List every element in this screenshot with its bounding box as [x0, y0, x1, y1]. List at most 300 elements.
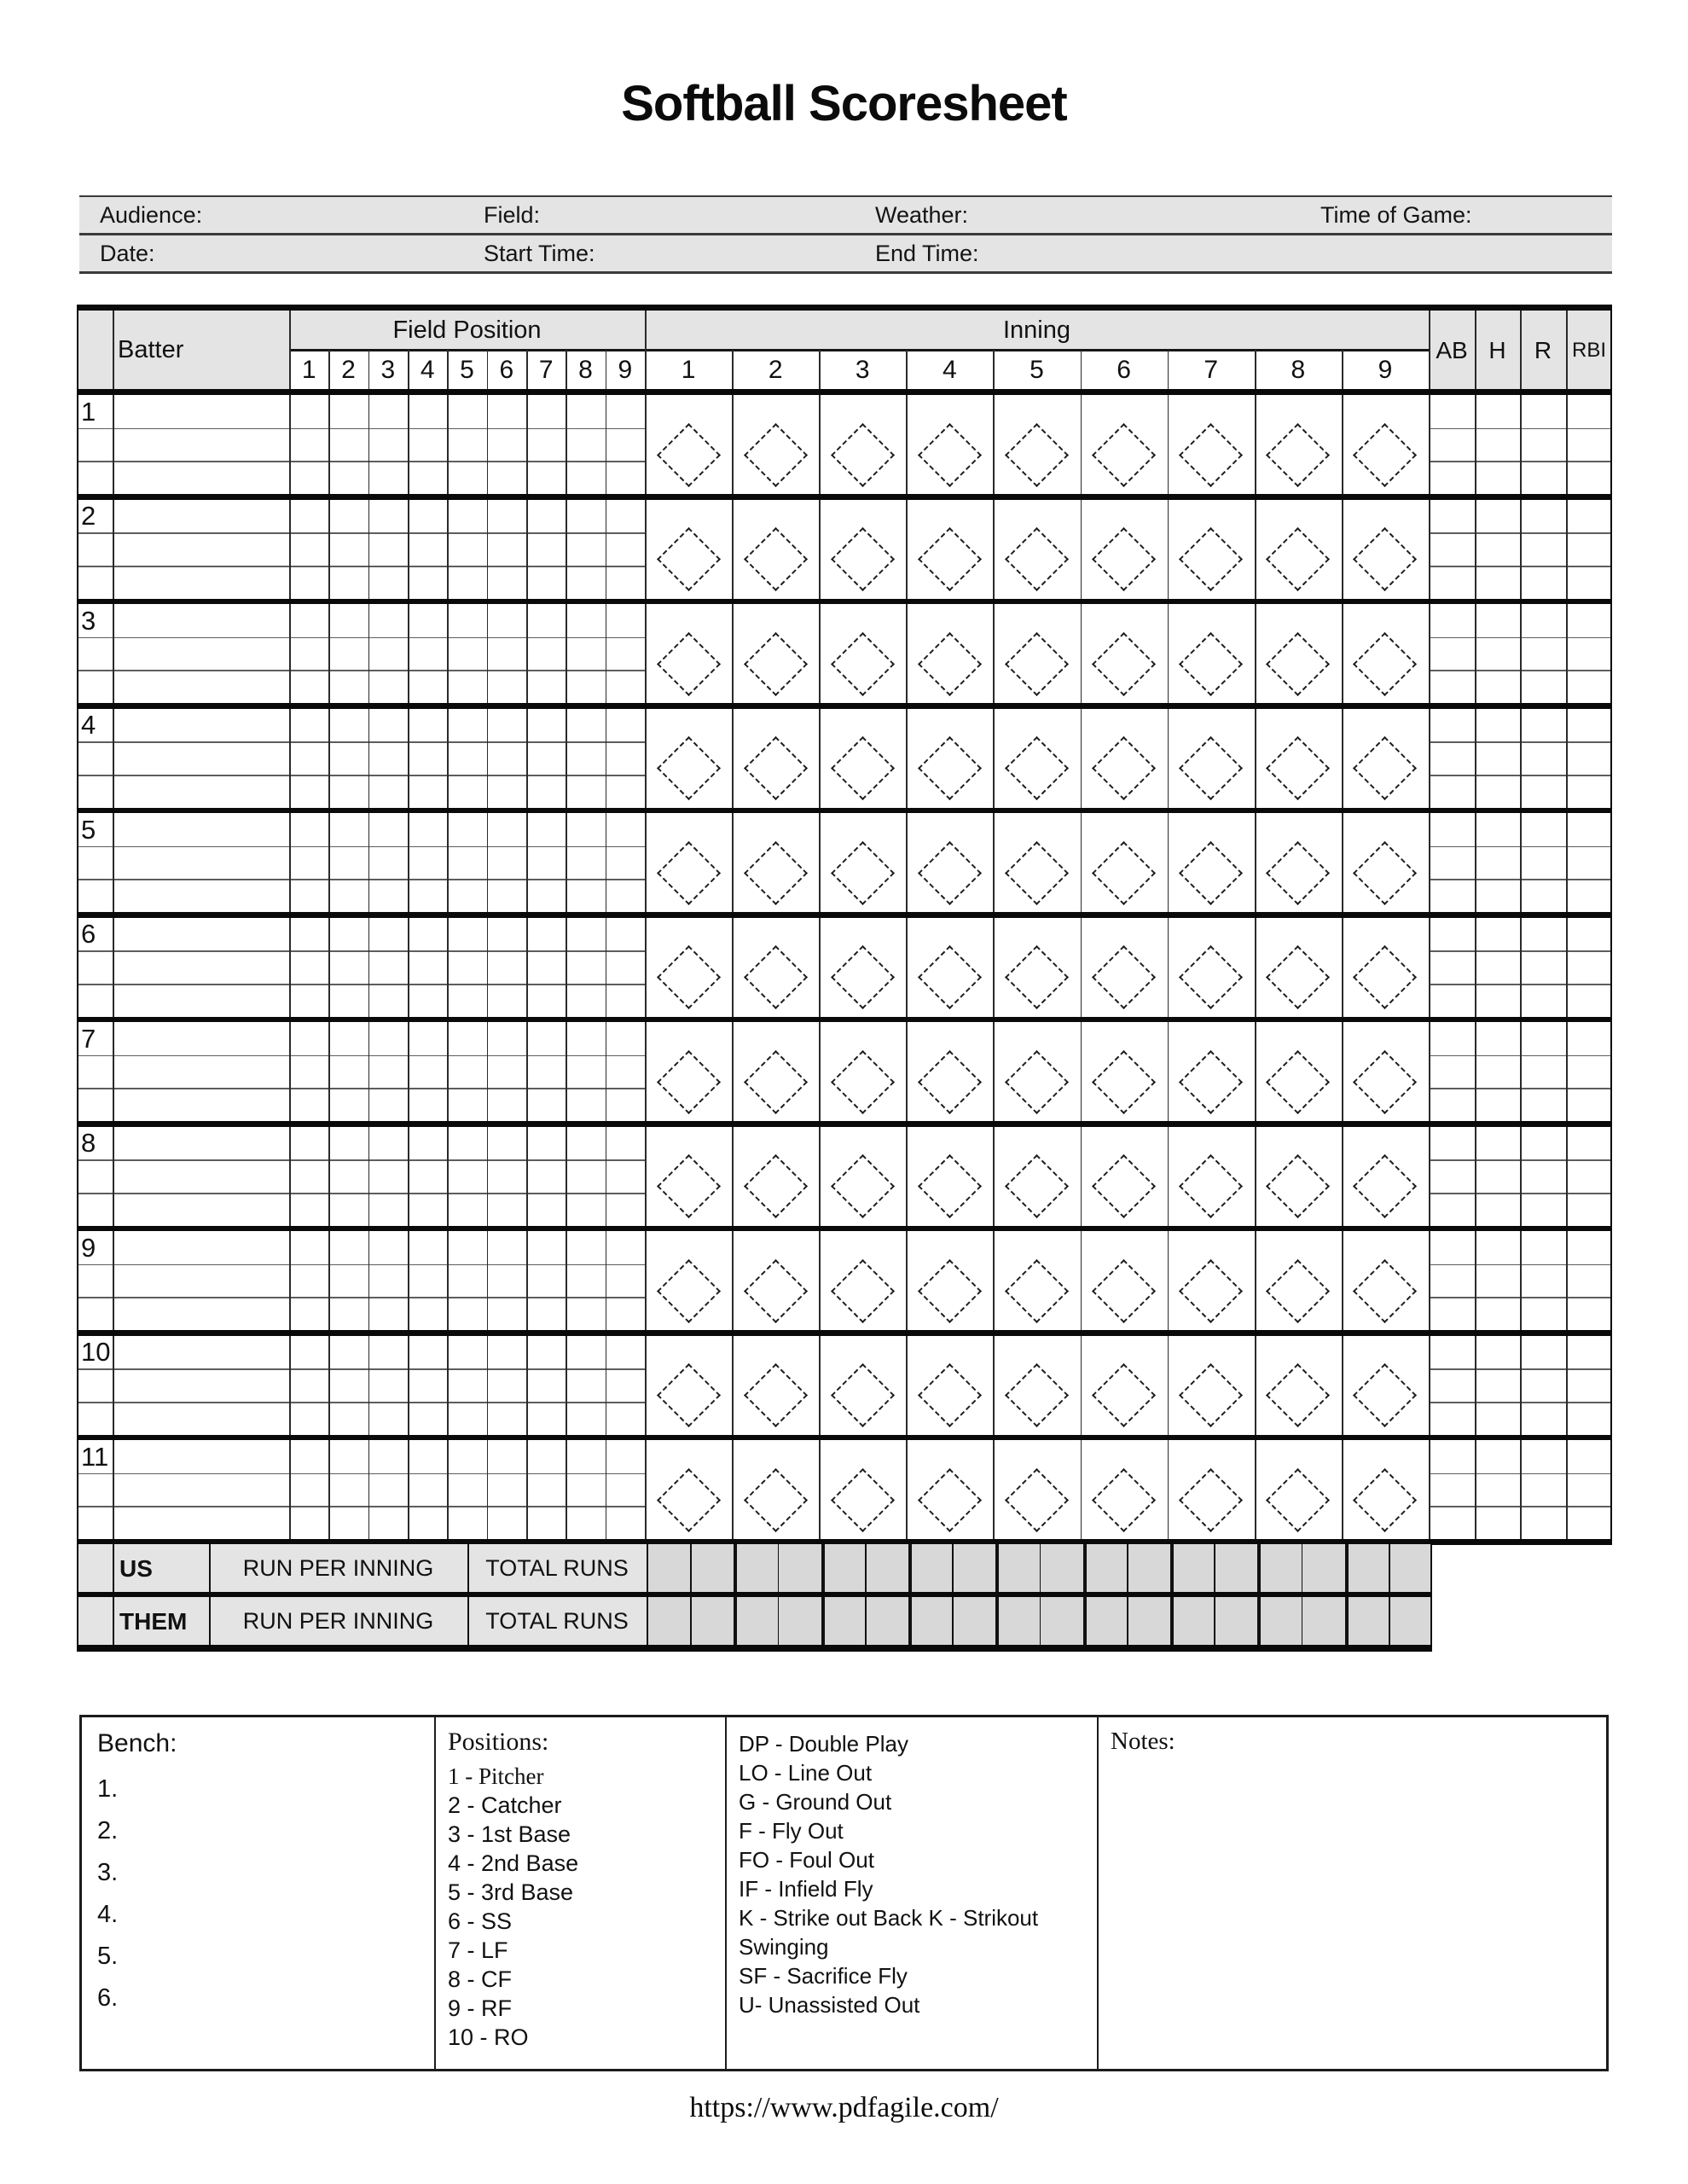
bases-diamond-icon — [1005, 1363, 1069, 1427]
inning-cell[interactable] — [819, 604, 906, 703]
bases-diamond-icon — [1092, 736, 1156, 800]
bases-diamond-icon — [1092, 1363, 1156, 1427]
batter-name-cell[interactable] — [114, 395, 287, 494]
inning-cell[interactable] — [993, 500, 1080, 599]
stat-cell[interactable] — [1567, 1231, 1611, 1330]
inning-cell[interactable] — [732, 395, 819, 494]
batter-name-cell[interactable] — [114, 604, 287, 703]
inning-cell[interactable] — [645, 395, 732, 494]
inning-cell[interactable] — [1168, 604, 1255, 703]
batter-name-cell[interactable] — [114, 1022, 287, 1121]
date-field[interactable] — [100, 235, 484, 271]
bench-item[interactable]: 2. — [97, 1817, 119, 1844]
field-position-cells[interactable] — [290, 500, 644, 599]
inning-cell[interactable] — [1168, 1440, 1255, 1539]
run-per-inning-label: RUN PER INNING — [242, 1607, 434, 1634]
inning-cell[interactable] — [1081, 604, 1168, 703]
bench-item[interactable]: 5. — [97, 1943, 119, 1970]
time-of-game-field[interactable] — [1320, 197, 1610, 233]
bases-diamond-icon — [831, 1050, 895, 1114]
inning-cell[interactable] — [906, 500, 993, 599]
stat-cell[interactable] — [1476, 1336, 1519, 1435]
bases-diamond-icon — [1179, 632, 1243, 696]
inning-cell[interactable] — [906, 813, 993, 912]
notes-column[interactable] — [1097, 1717, 1606, 2069]
inning-cell[interactable] — [732, 1440, 819, 1539]
batter-name-cell[interactable] — [114, 709, 287, 808]
run-cell[interactable] — [1128, 1597, 1169, 1645]
bases-diamond-icon — [831, 841, 895, 905]
inning-cell[interactable] — [819, 395, 906, 494]
run-cell[interactable] — [1347, 1597, 1387, 1645]
inning-cell[interactable] — [819, 1127, 906, 1226]
bench-label: Bench: — [97, 1729, 177, 1757]
position-item: 3 - 1st Base — [448, 1821, 571, 1847]
inning-cell[interactable] — [645, 709, 732, 808]
legend-box — [79, 1715, 1609, 2071]
inning-cell[interactable] — [645, 500, 732, 599]
inning-cell[interactable] — [645, 1336, 732, 1435]
inning-cell[interactable] — [645, 1440, 732, 1539]
stat-cell[interactable] — [1521, 1022, 1565, 1121]
inning-cell[interactable] — [1255, 813, 1342, 912]
run-cell[interactable] — [910, 1597, 950, 1645]
bases-diamond-icon — [1353, 841, 1417, 905]
bases-diamond-icon — [1179, 1363, 1243, 1427]
inning-cell[interactable] — [1168, 500, 1255, 599]
inning-cell[interactable] — [732, 1127, 819, 1226]
position-item: 4 - 2nd Base — [448, 1850, 579, 1876]
inning-cell[interactable] — [1081, 813, 1168, 912]
field-position-cells[interactable] — [290, 918, 644, 1017]
inning-cell[interactable] — [906, 709, 993, 808]
bench-item[interactable]: 3. — [97, 1859, 119, 1886]
stat-cell[interactable] — [1567, 1022, 1611, 1121]
inning-cell[interactable] — [906, 395, 993, 494]
inning-cell[interactable] — [993, 918, 1080, 1017]
batter-name-cell[interactable] — [114, 1336, 287, 1435]
bases-diamond-icon — [1092, 945, 1156, 1009]
bench-item[interactable]: 1. — [97, 1775, 119, 1803]
bases-diamond-icon — [744, 1154, 808, 1218]
batter-name-cell[interactable] — [114, 500, 287, 599]
inning-cell[interactable] — [1255, 1336, 1342, 1435]
run-cell[interactable] — [648, 1544, 688, 1592]
batter-name-cell[interactable] — [114, 918, 287, 1017]
stat-cell[interactable] — [1430, 918, 1474, 1017]
inning-cell[interactable] — [1081, 1127, 1168, 1226]
stat-cell[interactable] — [1567, 918, 1611, 1017]
field-position-cells[interactable] — [290, 1127, 644, 1226]
bases-diamond-icon — [1353, 1363, 1417, 1427]
run-cell[interactable] — [1041, 1597, 1082, 1645]
stat-cell[interactable] — [1521, 500, 1565, 599]
inning-cell[interactable] — [732, 1022, 819, 1121]
inning-cell[interactable] — [906, 1440, 993, 1539]
batter-name-cell[interactable] — [114, 813, 287, 912]
inning-cell[interactable] — [1342, 1440, 1429, 1539]
bases-diamond-icon — [1353, 1468, 1417, 1532]
position-item: 6 - SS — [448, 1908, 513, 1934]
bases-diamond-icon — [1266, 527, 1330, 591]
end-time-field[interactable] — [875, 235, 1610, 271]
footer-url[interactable]: https://www.pdfagile.com/ — [689, 2092, 999, 2123]
inning-cell[interactable] — [993, 1440, 1080, 1539]
stat-cell[interactable] — [1521, 918, 1565, 1017]
inning-cell[interactable] — [993, 1127, 1080, 1226]
inning-cell[interactable] — [1081, 1336, 1168, 1435]
inning-cell[interactable] — [993, 813, 1080, 912]
run-cell[interactable] — [648, 1597, 688, 1645]
run-cell[interactable] — [1303, 1597, 1343, 1645]
bases-diamond-icon — [831, 527, 895, 591]
field-position-cells[interactable] — [290, 1022, 644, 1121]
row-number: 5 — [81, 814, 96, 845]
inning-cell[interactable] — [1255, 1127, 1342, 1226]
inning-cell[interactable] — [819, 1231, 906, 1330]
position-item: 5 - 3rd Base — [448, 1879, 574, 1905]
inning-cell[interactable] — [732, 500, 819, 599]
grid-line — [1430, 1597, 1432, 1645]
bench-item[interactable]: 6. — [97, 1984, 119, 2012]
inning-cell[interactable] — [1168, 709, 1255, 808]
run-cell[interactable] — [1085, 1544, 1125, 1592]
bases-diamond-icon — [1005, 423, 1069, 487]
stat-cell[interactable] — [1567, 813, 1611, 912]
stat-cell[interactable] — [1430, 813, 1474, 912]
stat-cell[interactable] — [1567, 1336, 1611, 1435]
field-field[interactable] — [484, 197, 875, 233]
inning-cell[interactable] — [1342, 1127, 1429, 1226]
run-cell[interactable] — [997, 1544, 1037, 1592]
inning-cell[interactable] — [819, 1336, 906, 1435]
bases-diamond-icon — [1005, 1259, 1069, 1323]
inning-cell[interactable] — [1255, 1231, 1342, 1330]
info-band — [79, 195, 1612, 274]
stat-cell[interactable] — [1521, 395, 1565, 494]
inning-cell[interactable] — [1081, 500, 1168, 599]
inning-cell[interactable] — [906, 1127, 993, 1226]
bases-diamond-icon — [1092, 1050, 1156, 1114]
inning-cell[interactable] — [1255, 1440, 1342, 1539]
bases-diamond-icon — [918, 1259, 982, 1323]
inning-cell[interactable] — [993, 1231, 1080, 1330]
run-cell[interactable] — [1390, 1597, 1430, 1645]
bases-diamond-icon — [1179, 1154, 1243, 1218]
row-number: 8 — [81, 1128, 96, 1159]
inning-cell[interactable] — [1081, 709, 1168, 808]
run-cell[interactable] — [780, 1544, 820, 1592]
audience-field[interactable] — [100, 197, 484, 233]
field-position-cells[interactable] — [290, 395, 644, 494]
stat-cell[interactable] — [1430, 1336, 1474, 1435]
abbreviation-item: K - Strike out Back K - Strikout Swinging — [739, 1905, 1039, 1960]
abbreviations-column — [725, 1717, 1097, 2069]
inning-cell[interactable] — [645, 1022, 732, 1121]
stat-cell[interactable] — [1430, 1440, 1474, 1539]
field-position-cells[interactable] — [290, 1336, 644, 1435]
run-cell[interactable] — [1172, 1544, 1212, 1592]
inning-cell[interactable] — [1342, 604, 1429, 703]
stat-cell[interactable] — [1430, 1231, 1474, 1330]
bases-diamond-icon — [1266, 1259, 1330, 1323]
inning-cell[interactable] — [1342, 813, 1429, 912]
inning-cell[interactable] — [1342, 1231, 1429, 1330]
inning-cell[interactable] — [732, 604, 819, 703]
field-position-number: 2 — [341, 355, 356, 384]
stat-cell[interactable] — [1476, 604, 1519, 703]
row-number: 1 — [81, 396, 96, 427]
run-cell[interactable] — [1172, 1597, 1212, 1645]
inning-cell[interactable] — [1255, 604, 1342, 703]
inning-cell[interactable] — [645, 813, 732, 912]
run-cell[interactable] — [1259, 1597, 1299, 1645]
stat-cell[interactable] — [1430, 709, 1474, 808]
end-time-label: End Time: — [875, 240, 979, 266]
inning-cell[interactable] — [1168, 395, 1255, 494]
run-cell[interactable] — [1215, 1597, 1256, 1645]
inning-cell[interactable] — [1342, 709, 1429, 808]
run-cell[interactable] — [954, 1597, 994, 1645]
run-cell[interactable] — [823, 1544, 863, 1592]
inning-cell[interactable] — [732, 813, 819, 912]
inning-cell[interactable] — [1342, 1022, 1429, 1121]
abbreviations-list — [725, 1717, 1109, 2019]
run-cell[interactable] — [997, 1597, 1037, 1645]
inning-cell[interactable] — [1342, 918, 1429, 1017]
bases-diamond-icon — [1092, 1154, 1156, 1218]
row-number: 9 — [81, 1232, 96, 1263]
stat-cell[interactable] — [1521, 1231, 1565, 1330]
field-position-cells[interactable] — [290, 1231, 644, 1330]
inning-cell[interactable] — [819, 918, 906, 1017]
run-cell[interactable] — [954, 1544, 994, 1592]
run-cell[interactable] — [1303, 1544, 1343, 1592]
bases-diamond-icon — [1092, 841, 1156, 905]
inning-number: 7 — [1204, 355, 1219, 384]
audience-label: Audience: — [100, 201, 203, 228]
inning-cell[interactable] — [645, 1127, 732, 1226]
stat-cell[interactable] — [1567, 604, 1611, 703]
bases-diamond-icon — [918, 736, 982, 800]
bench-item[interactable]: 4. — [97, 1901, 119, 1928]
inning-cell[interactable] — [645, 1231, 732, 1330]
stat-cell[interactable] — [1567, 395, 1611, 494]
field-position-cells[interactable] — [290, 604, 644, 703]
bench-column[interactable] — [82, 1717, 434, 2069]
weather-field[interactable] — [875, 197, 1320, 233]
stat-cell[interactable] — [1476, 709, 1519, 808]
start-time-field[interactable] — [484, 235, 875, 271]
inning-cell[interactable] — [993, 1022, 1080, 1121]
stat-cell[interactable] — [1476, 813, 1519, 912]
inning-cell[interactable] — [732, 1231, 819, 1330]
stat-cell[interactable] — [1476, 1127, 1519, 1226]
bases-diamond-icon — [744, 1468, 808, 1532]
position-item: 7 - LF — [448, 1937, 508, 1963]
inning-cell[interactable] — [1255, 500, 1342, 599]
abbreviation-item: U- Unassisted Out — [739, 1992, 920, 2018]
inning-cell[interactable] — [906, 1336, 993, 1435]
run-cell[interactable] — [867, 1597, 907, 1645]
inning-cell[interactable] — [819, 813, 906, 912]
stat-cell[interactable] — [1476, 1231, 1519, 1330]
row-number: 4 — [81, 710, 96, 741]
bases-diamond-icon — [918, 632, 982, 696]
run-cell[interactable] — [1259, 1544, 1299, 1592]
batter-name-cell[interactable] — [114, 1440, 287, 1539]
stat-cell[interactable] — [1567, 1127, 1611, 1226]
inning-cell[interactable] — [1081, 1440, 1168, 1539]
inning-cell[interactable] — [1255, 918, 1342, 1017]
bases-diamond-icon — [657, 1154, 721, 1218]
bases-diamond-icon — [744, 527, 808, 591]
inning-cell[interactable] — [1168, 1336, 1255, 1435]
inning-cell[interactable] — [906, 1231, 993, 1330]
abbreviation-item: FO - Foul Out — [739, 1847, 874, 1873]
bases-diamond-icon — [744, 1259, 808, 1323]
inning-cell[interactable] — [1342, 1336, 1429, 1435]
stat-cell[interactable] — [1430, 1022, 1474, 1121]
run-cell[interactable] — [1128, 1544, 1169, 1592]
inning-cell[interactable] — [732, 918, 819, 1017]
stat-header-rbi: RBI — [1571, 338, 1606, 362]
stat-cell[interactable] — [1430, 500, 1474, 599]
positions-label: Positions: — [448, 1728, 549, 1756]
bases-diamond-icon — [1092, 527, 1156, 591]
bases-diamond-icon — [918, 1154, 982, 1218]
stat-cell[interactable] — [1567, 500, 1611, 599]
bases-diamond-icon — [1092, 423, 1156, 487]
inning-cell[interactable] — [1255, 709, 1342, 808]
inning-cell[interactable] — [819, 1440, 906, 1539]
inning-cell[interactable] — [993, 709, 1080, 808]
stat-cell[interactable] — [1521, 813, 1565, 912]
stat-cell[interactable] — [1521, 1440, 1565, 1539]
run-cell[interactable] — [910, 1544, 950, 1592]
run-cell[interactable] — [780, 1597, 820, 1645]
inning-cell[interactable] — [1081, 918, 1168, 1017]
inning-cell[interactable] — [1255, 395, 1342, 494]
stat-cell[interactable] — [1567, 709, 1611, 808]
bases-diamond-icon — [1092, 632, 1156, 696]
stat-cell[interactable] — [1521, 1336, 1565, 1435]
inning-cell[interactable] — [732, 1336, 819, 1435]
inning-cell[interactable] — [993, 1336, 1080, 1435]
grid-line — [77, 389, 1612, 395]
field-position-number: 1 — [301, 355, 316, 384]
run-cell[interactable] — [1085, 1597, 1125, 1645]
bases-diamond-icon — [1179, 423, 1243, 487]
inning-cell[interactable] — [906, 1022, 993, 1121]
bases-diamond-icon — [1266, 1468, 1330, 1532]
inning-cell[interactable] — [1342, 395, 1429, 494]
stat-cell[interactable] — [1476, 500, 1519, 599]
stat-cell[interactable] — [1476, 918, 1519, 1017]
bases-diamond-icon — [1179, 945, 1243, 1009]
run-cell[interactable] — [823, 1597, 863, 1645]
inning-cell[interactable] — [906, 918, 993, 1017]
bases-diamond-icon — [1266, 632, 1330, 696]
inning-cell[interactable] — [1168, 813, 1255, 912]
bases-diamond-icon — [657, 1050, 721, 1114]
field-position-cells[interactable] — [290, 709, 644, 808]
bases-diamond-icon — [744, 1363, 808, 1427]
run-cell[interactable] — [1390, 1544, 1430, 1592]
run-cell[interactable] — [692, 1544, 732, 1592]
row-number: 11 — [81, 1441, 109, 1472]
inning-cell[interactable] — [1081, 1022, 1168, 1121]
stat-cell[interactable] — [1567, 1440, 1611, 1539]
inning-cell[interactable] — [993, 604, 1080, 703]
batter-name-cell[interactable] — [114, 1231, 287, 1330]
weather-label: Weather: — [875, 201, 969, 228]
inning-cell[interactable] — [1168, 1231, 1255, 1330]
field-position-number: 8 — [578, 355, 593, 384]
stat-cell[interactable] — [1521, 604, 1565, 703]
inning-cell[interactable] — [1081, 1231, 1168, 1330]
info-row-2 — [79, 235, 1612, 274]
run-cell[interactable] — [735, 1597, 775, 1645]
stat-cell[interactable] — [1430, 395, 1474, 494]
inning-cell[interactable] — [1255, 1022, 1342, 1121]
bases-diamond-icon — [1179, 527, 1243, 591]
stat-cell[interactable] — [1476, 1440, 1519, 1539]
abbreviation-item: G - Ground Out — [739, 1789, 892, 1815]
inning-cell[interactable] — [732, 709, 819, 808]
batter-header: Batter — [118, 335, 184, 363]
run-cell[interactable] — [867, 1544, 907, 1592]
run-cell[interactable] — [1215, 1544, 1256, 1592]
info-row-1 — [79, 195, 1612, 235]
inning-cell[interactable] — [1342, 500, 1429, 599]
inning-cell[interactable] — [819, 1022, 906, 1121]
inning-cell[interactable] — [1168, 1127, 1255, 1226]
inning-cell[interactable] — [906, 604, 993, 703]
inning-cell[interactable] — [1081, 395, 1168, 494]
batter-name-cell[interactable] — [114, 1127, 287, 1226]
run-cell[interactable] — [735, 1544, 775, 1592]
row-number: 6 — [81, 919, 96, 950]
inning-cell[interactable] — [993, 395, 1080, 494]
inning-cell[interactable] — [1168, 1022, 1255, 1121]
bases-diamond-icon — [831, 1468, 895, 1532]
bases-diamond-icon — [1266, 736, 1330, 800]
run-cell[interactable] — [1347, 1544, 1387, 1592]
stat-cell[interactable] — [1476, 395, 1519, 494]
inning-cell[interactable] — [819, 500, 906, 599]
them-totals-row — [77, 1597, 1432, 1645]
stat-header-h: H — [1488, 336, 1506, 363]
bases-diamond-icon — [831, 1154, 895, 1218]
inning-cell[interactable] — [645, 918, 732, 1017]
stat-cell[interactable] — [1521, 709, 1565, 808]
bases-diamond-icon — [1179, 736, 1243, 800]
stat-cell[interactable] — [1521, 1127, 1565, 1226]
inning-cell[interactable] — [1168, 918, 1255, 1017]
stat-cell[interactable] — [1430, 1127, 1474, 1226]
run-cell[interactable] — [1041, 1544, 1082, 1592]
positions-column — [434, 1717, 725, 2069]
stat-cell[interactable] — [1430, 604, 1474, 703]
abbreviation-item: IF - Infield Fly — [739, 1876, 873, 1902]
field-position-cells[interactable] — [290, 1440, 644, 1539]
inning-cell[interactable] — [819, 709, 906, 808]
field-position-cells[interactable] — [290, 813, 644, 912]
stat-cell[interactable] — [1476, 1022, 1519, 1121]
run-cell[interactable] — [692, 1597, 732, 1645]
inning-cell[interactable] — [645, 604, 732, 703]
